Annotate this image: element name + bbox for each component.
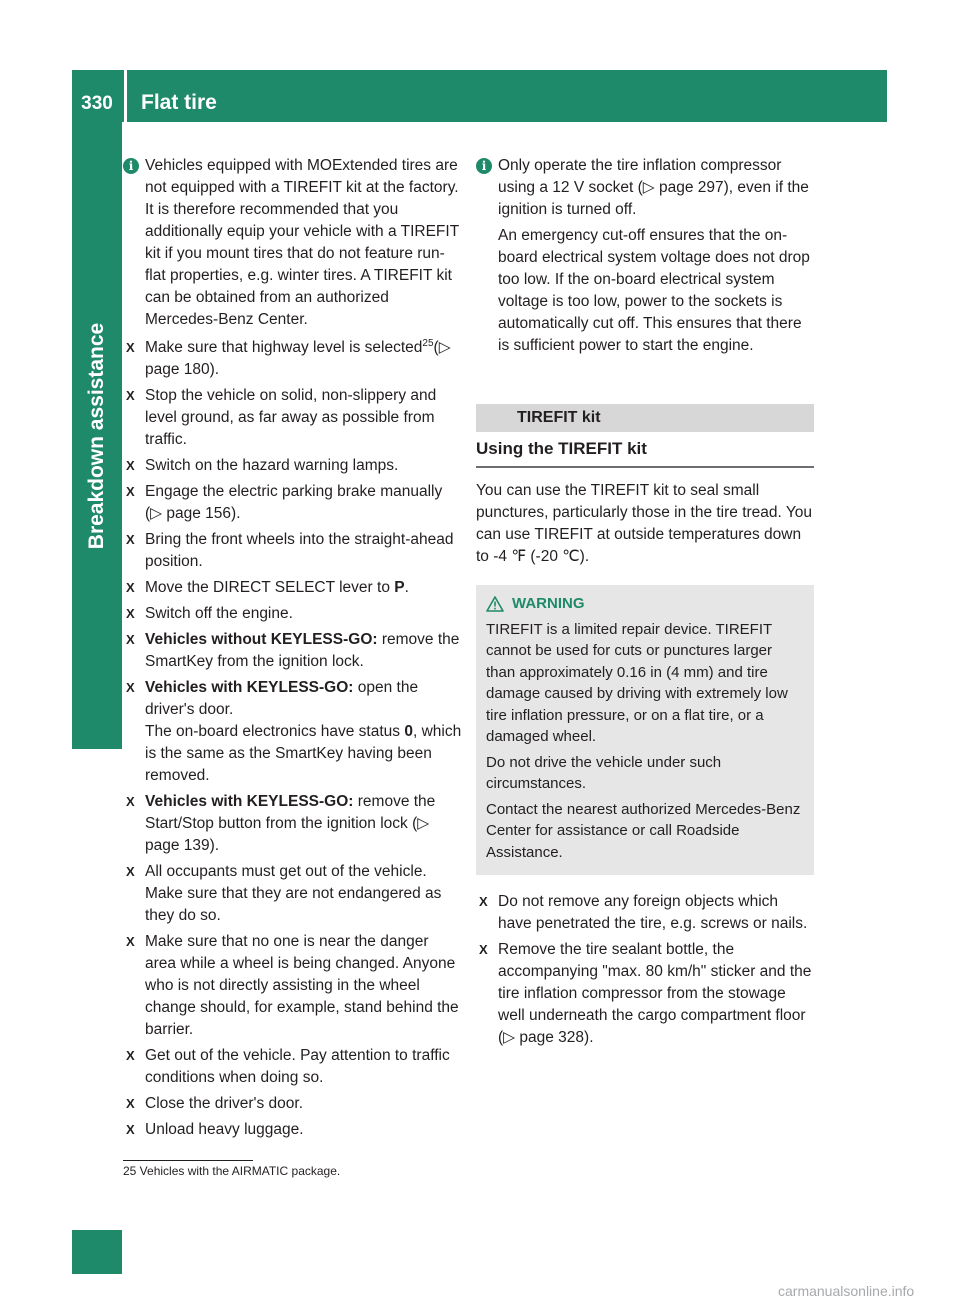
info-text: Only operate the tire inflation compressor using a 12 V socket (▷ page 297), even if the ignition is turned off. [498, 157, 809, 218]
right-column [476, 155, 814, 1053]
step-item: X Remove the tire sealant bottle, the accompanying "max. 80 km/h" sticker and the tire inflation compressor from the stowage well underneath the cargo compartment floor (▷ page 328). [479, 941, 812, 1046]
warning-heading: WARNING [486, 593, 805, 615]
step-item: X Bring the front wheels into the straight-ahead position. [126, 531, 454, 570]
info-note [476, 155, 814, 357]
warning-text: Contact the nearest authorized Mercedes-Benz Center for assistance or call Roadside Assistance. [486, 800, 801, 861]
section-title: TIREFIT kit [476, 404, 814, 432]
step-arrow-icon: X [126, 388, 135, 403]
info-text: Vehicles equipped with MOExtended tires are not equipped with a TIREFIT kit at the factory. It is therefore recommended that you additionally equip your vehicle with a TIREFIT kit if you mount tires that do not feature run-flat properties, e.g. winter tires. A TIREFIT kit can be obtained from an authorized Mercedes-Benz Center. [145, 157, 459, 328]
step-arrow-icon: X [126, 484, 135, 499]
step-list [476, 891, 814, 1049]
step-arrow-icon: X [126, 1096, 135, 1111]
step-item: X Close the driver's door. [123, 1093, 463, 1115]
step-arrow-icon: X [126, 632, 135, 647]
warning-triangle-icon [486, 596, 504, 612]
warning-text: Do not drive the vehicle under such circumstances. [486, 753, 722, 792]
step-item: X Get out of the vehicle. Pay attention to traffic conditions when doing so. [126, 1047, 450, 1086]
step-arrow-icon: X [126, 340, 135, 355]
step-item: X Vehicles with KEYLESS-GO: remove the Start/Stop button from the ignition lock (▷ page 139). [126, 793, 436, 854]
footnote: 25 Vehicles with the AIRMATIC package. [123, 1164, 341, 1178]
step-arrow-icon: X [479, 942, 488, 957]
step-item: X Unload heavy luggage. [123, 1119, 463, 1141]
step-item: X Move the DIRECT SELECT lever to P. [123, 577, 463, 599]
subheading: Using the TIREFIT kit [476, 438, 814, 468]
watermark: carmanualsonline.info [778, 1283, 915, 1299]
step-item: X Make sure that highway level is selected$^{25}$(▷ page 180). [126, 337, 451, 378]
step-item: X All occupants must get out of the vehicle. Make sure that they are not endangered as they do so. [126, 863, 442, 924]
step-item: X Switch off the engine. [123, 603, 463, 625]
warning-text: TIREFIT is a limited repair device. TIREFIT cannot be used for cuts or punctures larger than approximately 0.16 in (4 mm) and tire damage caused by driving with extremely low tire inflation pressure, or on a flat tire, or a damaged wheel. [486, 620, 788, 745]
step-arrow-icon: X [126, 532, 135, 547]
footnote-rule [123, 1160, 253, 1161]
step-arrow-icon: X [126, 458, 135, 473]
step-arrow-icon: X [126, 934, 135, 949]
info-icon: i [123, 158, 139, 174]
page-title: Flat tire [141, 91, 217, 114]
step-item: X Vehicles with KEYLESS-GO: open the driver's door. The on-board electronics have status 0, which is the same as the SmartKey having been removed. [126, 679, 462, 784]
info-icon: i [476, 158, 492, 174]
info-text: An emergency cut-off ensures that the on-board electrical system voltage does not drop too low. If the on-board electrical system voltage is too low, power to the sockets is automatically cut off. This ensures that there is sufficient power to start the engine. [498, 227, 810, 354]
warning-box [476, 585, 814, 875]
step-item: X Switch on the hazard warning lamps. [123, 455, 463, 477]
left-column [123, 155, 463, 1145]
step-item: X Engage the electric parking brake manually (▷ page 156). [126, 483, 443, 522]
header-divider [124, 70, 127, 122]
page-corner-marker [72, 1230, 122, 1274]
page-number: 330 [81, 93, 113, 114]
step-arrow-icon: X [479, 894, 488, 909]
step-arrow-icon: X [126, 1122, 135, 1137]
step-arrow-icon: X [126, 864, 135, 879]
step-item: X Stop the vehicle on solid, non-slippery and level ground, as far away as possible from traffic. [126, 387, 437, 448]
info-note [123, 155, 463, 331]
step-item: X Vehicles without KEYLESS-GO: remove the SmartKey from the ignition lock. [126, 631, 460, 670]
section-side-label: Breakdown assistance [85, 322, 108, 549]
step-arrow-icon: X [126, 580, 135, 595]
body-text: You can use the TIREFIT kit to seal small punctures, particularly those in the tire tread. You can use TIREFIT at outside temperatures down to -4 ℉ (-20 ℃). [476, 482, 813, 565]
step-arrow-icon: X [126, 606, 135, 621]
step-arrow-icon: X [126, 680, 135, 695]
step-item: X Do not remove any foreign objects which have penetrated the tire, e.g. screws or nails. [479, 893, 808, 932]
step-arrow-icon: X [126, 794, 135, 809]
step-arrow-icon: X [126, 1048, 135, 1063]
step-item: X Make sure that no one is near the danger area while a wheel is being changed. Anyone who is not directly assisting in the wheel change should, for example, stand behind the barrier. [126, 933, 459, 1038]
